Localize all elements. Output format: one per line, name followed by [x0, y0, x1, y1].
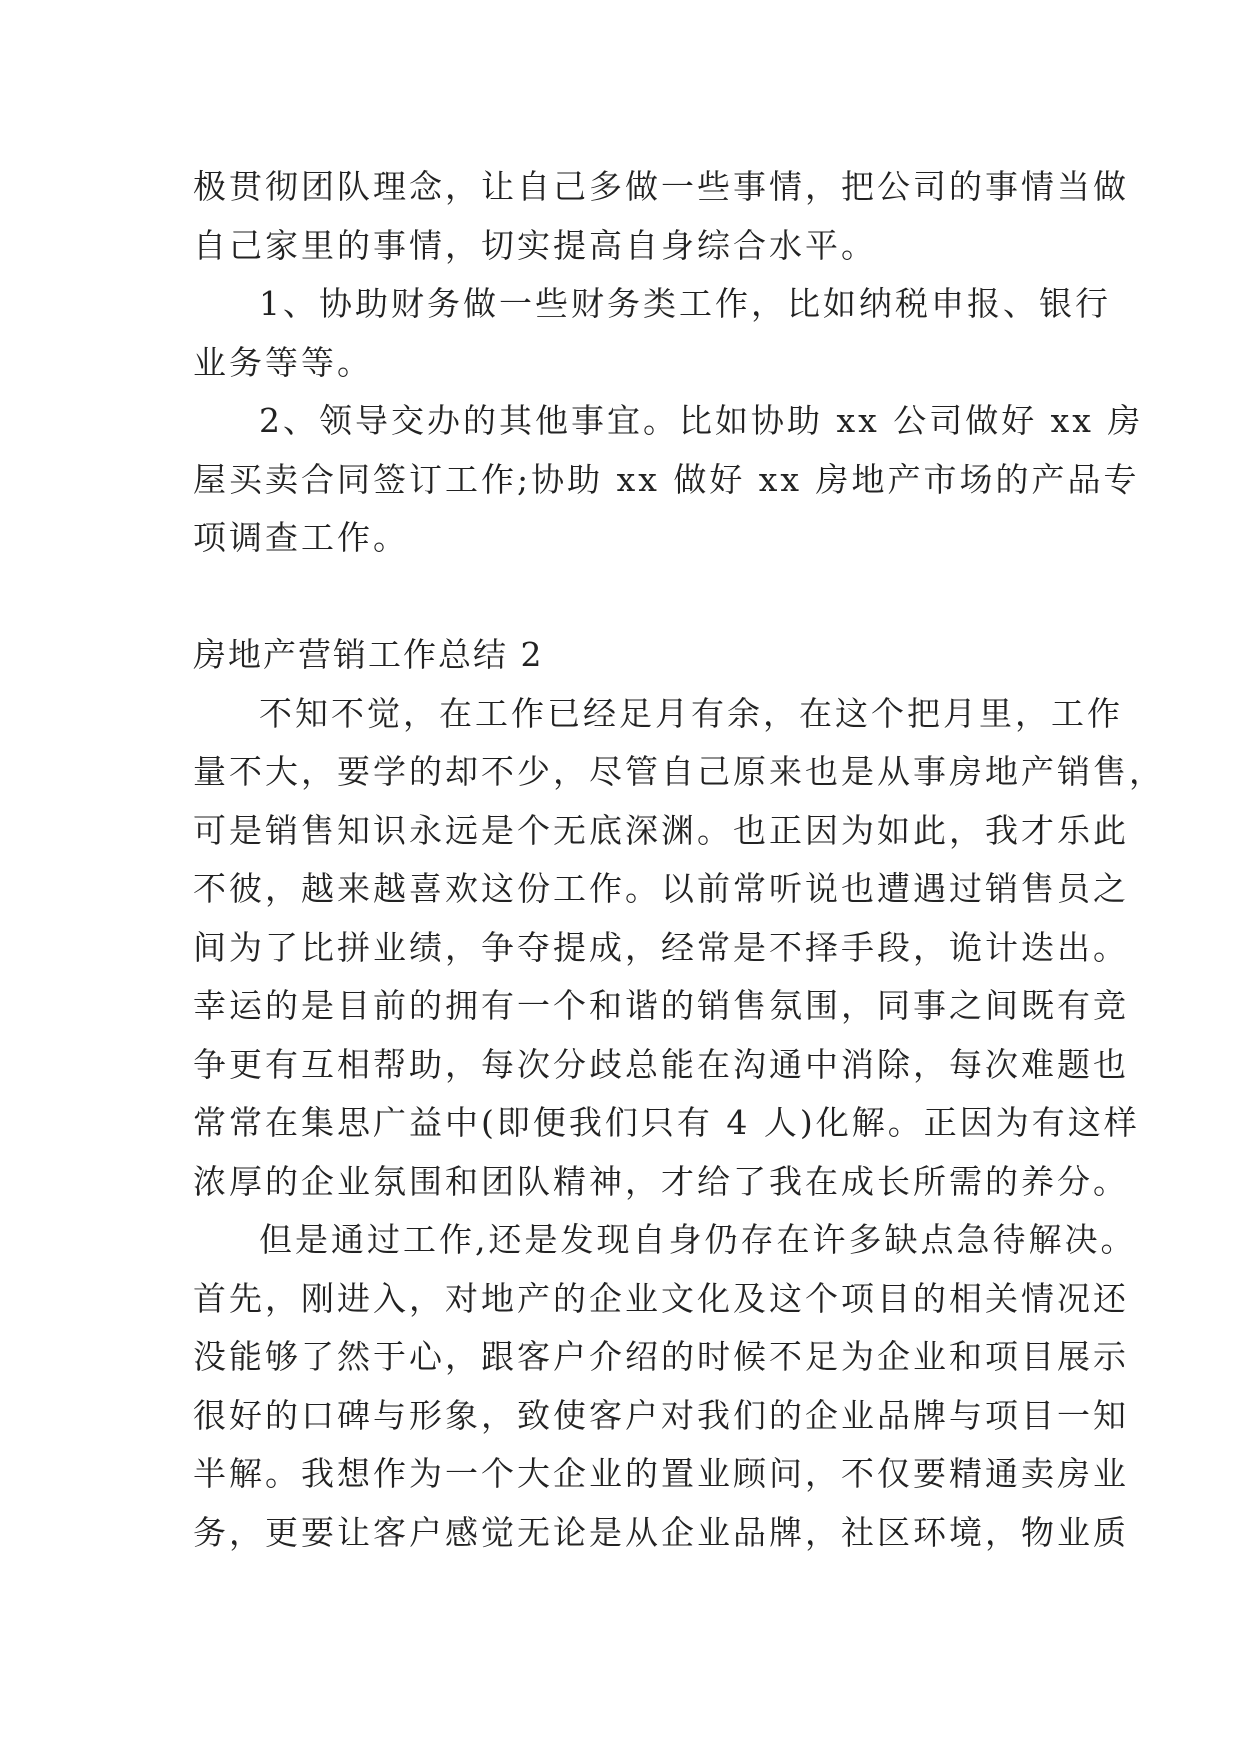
- paragraph-line: 量不大，要学的却不少，尽管自己原来也是从事房地产销售，: [193, 752, 1165, 791]
- paragraph-line: 可是销售知识永远是个无底深渊。也正因为如此，我才乐此: [193, 810, 1129, 850]
- paragraph-line: 争更有互相帮助，每次分歧总能在沟通中消除，每次难题也: [193, 1044, 1129, 1084]
- paragraph-line: 首先，刚进入，对地产的企业文化及这个项目的相关情况还: [193, 1278, 1129, 1318]
- paragraph-line: 间为了比拼业绩，争夺提成，经常是不择手段，诡计迭出。: [193, 927, 1129, 967]
- paragraph-line: 但是通过工作,还是发现自身仍存在许多缺点急待解决。: [259, 1220, 1137, 1259]
- list-item-2-line: 2、领导交办的其他事宜。比如协助 xx 公司做好 xx 房: [259, 401, 1144, 440]
- paragraph-line: 务，更要让客户感觉无论是从企业品牌，社区环境，物业质: [193, 1512, 1129, 1552]
- document-body: [193, 158, 1165, 1562]
- paragraph-line: 浓厚的企业氛围和团队精神，才给了我在成长所需的养分。: [193, 1161, 1129, 1201]
- paragraph-line: 不彼，越来越喜欢这份工作。以前常听说也遭遇过销售员之: [193, 869, 1129, 908]
- paragraph-line: 很好的口碑与形象，致使客户对我们的企业品牌与项目一知: [193, 1395, 1129, 1435]
- paragraph-line: 常常在集思广益中(即便我们只有 4 人)化解。正因为有这样: [193, 1103, 1140, 1142]
- list-item-2-line: 项调查工作。: [193, 518, 409, 557]
- paragraph-line: 幸运的是目前的拥有一个和谐的销售氛围，同事之间既有竞: [193, 986, 1129, 1025]
- paragraph-line: 没能够了然于心，跟客户介绍的时候不足为企业和项目展示: [193, 1337, 1129, 1376]
- paragraph-line: 自己家里的事情，切实提高自身综合水平。: [193, 225, 877, 265]
- section-heading: 房地产营销工作总结 2: [193, 635, 544, 674]
- paragraph-line: 极贯彻团队理念，让自己多做一些事情，把公司的事情当做: [193, 167, 1129, 206]
- list-item-1-line: 1、协助财务做一些财务类工作，比如纳税申报、银行: [259, 284, 1111, 323]
- list-item-1-line: 业务等等。: [193, 342, 373, 382]
- paragraph-line: 不知不觉，在工作已经足月有余，在这个把月里，工作: [259, 693, 1123, 733]
- paragraph-line: 半解。我想作为一个大企业的置业顾问，不仅要精通卖房业: [193, 1454, 1129, 1493]
- list-item-2-line: 屋买卖合同签订工作;协助 xx 做好 xx 房地产市场的产品专: [193, 459, 1140, 499]
